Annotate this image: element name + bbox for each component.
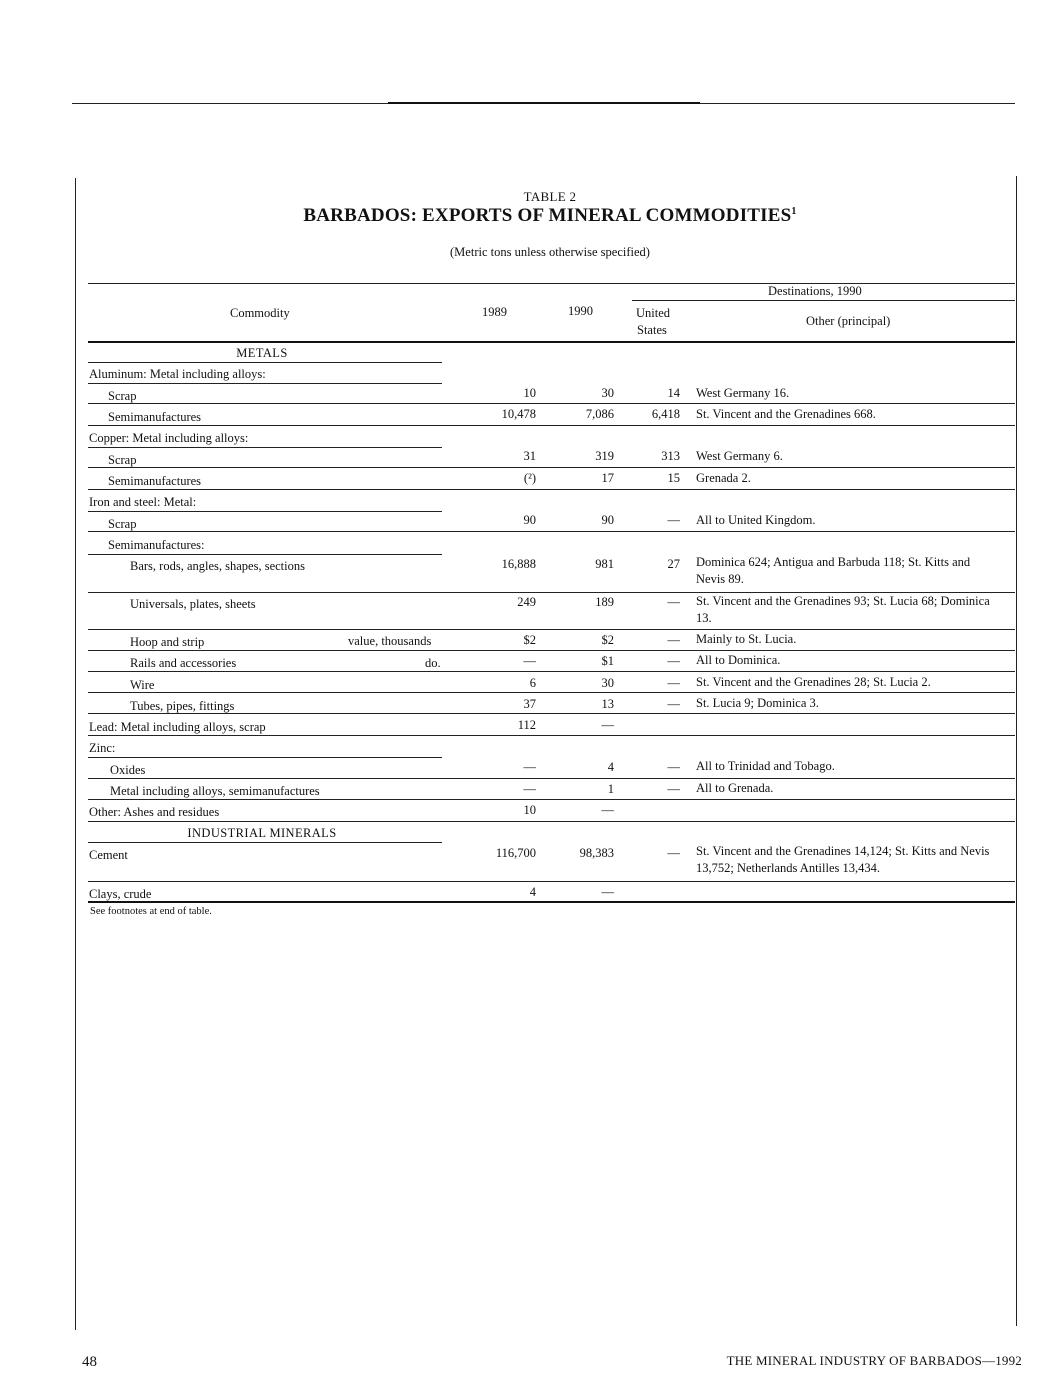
cell-other-destinations: All to United Kingdom. [696, 513, 816, 527]
row-label-iron-steel: Iron and steel: Metal: [89, 495, 197, 509]
footnote-reference: See footnotes at end of table. [90, 906, 212, 917]
cell-united-states: — [667, 782, 680, 796]
cell-1989: 4 [529, 885, 536, 899]
row-label: Scrap [108, 517, 137, 531]
cell-other-destinations: St. Vincent and the Grenadines 28; St. Lucia 2. [696, 675, 931, 689]
row-rule [88, 713, 1015, 714]
cell-1989: — [523, 654, 536, 668]
cell-1989: $2 [523, 633, 536, 647]
column-header-destinations: Destinations, 1990 [768, 284, 862, 298]
row-rule [88, 692, 1015, 693]
row-label: Oxides [110, 763, 146, 777]
cell-other-destinations: Grenada 2. [696, 471, 751, 485]
row-rule [88, 383, 442, 384]
row-rule [88, 403, 1015, 404]
row-rule [88, 799, 1015, 800]
title-footnote-marker: 1 [791, 206, 797, 217]
page-number: 48 [82, 1354, 97, 1370]
page-right-border [1016, 176, 1017, 1326]
row-label-copper: Copper: Metal including alloys: [89, 431, 249, 445]
cell-1990: 98,383 [579, 846, 614, 860]
cell-united-states: 313 [661, 449, 680, 463]
cell-united-states: 6,418 [651, 407, 680, 421]
cell-1990: 30 [601, 386, 614, 400]
row-rule [88, 778, 1015, 779]
cell-other-destinations: All to Dominica. [696, 653, 781, 667]
cell-1989: 90 [523, 513, 536, 527]
cell-1990: $2 [601, 633, 614, 647]
row-rule [88, 489, 1015, 490]
cell-1989: (²) [523, 471, 536, 485]
cell-other-destinations: St. Lucia 9; Dominica 3. [696, 696, 819, 710]
cell-1989: 249 [517, 595, 536, 609]
row-label: Universals, plates, sheets [130, 597, 256, 611]
cell-united-states: — [667, 760, 680, 774]
cell-1989: 31 [523, 449, 536, 463]
cell-1989: — [523, 760, 536, 774]
cell-united-states: 27 [667, 557, 680, 571]
cell-other-destinations: All to Trinidad and Tobago. [696, 759, 835, 773]
row-label-cement: Cement [89, 848, 128, 862]
cell-1990: $1 [601, 654, 614, 668]
row-label: Scrap [108, 453, 137, 467]
cell-united-states: — [667, 654, 680, 668]
row-rule [88, 650, 1015, 651]
cell-1989: 116,700 [495, 846, 536, 860]
row-unit: value, thousands [348, 634, 432, 648]
cell-1990: 7,086 [585, 407, 614, 421]
cell-1989: 112 [517, 718, 536, 732]
page-top-rule-accent [388, 102, 700, 104]
cell-1990: 981 [595, 557, 614, 571]
row-rule [88, 511, 442, 512]
cell-1990: 13 [601, 697, 614, 711]
row-label-semimanufactures: Semimanufactures: [108, 538, 205, 552]
row-rule [88, 425, 1015, 426]
cell-united-states: — [667, 633, 680, 647]
cell-united-states: 15 [667, 471, 680, 485]
cell-1990: — [601, 718, 614, 732]
cell-1990: 319 [595, 449, 614, 463]
row-rule [88, 629, 1015, 630]
running-footer-title: THE MINERAL INDUSTRY OF BARBADOS—1992 [726, 1353, 1022, 1368]
cell-1989: — [523, 782, 536, 796]
row-rule [88, 821, 1015, 822]
column-header-1990: 1990 [568, 304, 593, 318]
row-label: Metal including alloys, semimanufactures [110, 784, 320, 798]
table-header-top-rule [88, 283, 1015, 284]
cell-other-destinations: St. Vincent and the Grenadines 93; St. Lucia 68; Dominica 13. [696, 594, 990, 625]
row-label: Hoop and strip [130, 635, 205, 649]
row-label-aluminum: Aluminum: Metal including alloys: [89, 367, 266, 381]
row-rule [88, 881, 1015, 882]
table-header-bottom-rule [88, 341, 1015, 343]
table-title [0, 205, 1050, 227]
cell-1989: 16,888 [501, 557, 536, 571]
cell-1989: 37 [523, 697, 536, 711]
row-label: Wire [130, 678, 155, 692]
column-header-1989: 1989 [482, 305, 507, 319]
column-header-united-states-line2: States [637, 323, 667, 337]
row-label: Rails and accessories [130, 656, 237, 670]
row-rule [88, 842, 442, 843]
cell-1990: 17 [601, 471, 614, 485]
cell-other-destinations: West Germany 16. [696, 386, 790, 400]
cell-1989: 10 [523, 803, 536, 817]
table-label: TABLE 2 [523, 189, 577, 204]
cell-other-destinations: Mainly to St. Lucia. [696, 632, 797, 646]
row-rule [88, 447, 442, 448]
table-subtitle: (Metric tons unless otherwise specified) [450, 245, 650, 259]
row-rule [88, 757, 442, 758]
cell-other-destinations: All to Grenada. [696, 781, 774, 795]
cell-united-states: — [667, 846, 680, 860]
cell-united-states: 14 [667, 386, 680, 400]
cell-1989: 10 [523, 386, 536, 400]
cell-1990: 189 [595, 595, 614, 609]
cell-united-states: — [667, 595, 680, 609]
cell-1990: 4 [607, 760, 614, 774]
row-label: Scrap [108, 389, 137, 403]
row-rule [88, 362, 442, 363]
cell-1990: 30 [601, 676, 614, 690]
row-label-other: Other: Ashes and residues [89, 805, 220, 819]
row-rule [88, 735, 1015, 736]
row-label-lead: Lead: Metal including alloys, scrap [89, 720, 266, 734]
row-rule [88, 531, 1015, 532]
destinations-rule [632, 300, 1015, 301]
cell-1990: 1 [607, 782, 614, 796]
cell-other-destinations: St. Vincent and the Grenadines 14,124; St. Kitts and Nevis 13,752; Netherlands Antilles 13,434. [696, 844, 990, 875]
row-label-zinc: Zinc: [89, 741, 116, 755]
table-title-text: BARBADOS: EXPORTS OF MINERAL COMMODITIES [303, 205, 792, 226]
column-header-other: Other (principal) [806, 314, 891, 328]
table-bottom-rule [88, 901, 1015, 903]
cell-1990: 90 [601, 513, 614, 527]
cell-united-states: — [667, 676, 680, 690]
cell-other-destinations: Dominica 624; Antigua and Barbuda 118; St. Kitts and Nevis 89. [696, 555, 971, 586]
cell-united-states: — [667, 697, 680, 711]
row-unit: do. [425, 656, 441, 670]
cell-1990: — [601, 803, 614, 817]
column-header-commodity: Commodity [230, 306, 290, 320]
row-label: Semimanufactures [108, 474, 202, 488]
cell-1989: 10,478 [501, 407, 536, 421]
row-label: Bars, rods, angles, shapes, sections [130, 559, 305, 573]
row-rule [88, 467, 1015, 468]
section-heading-metals: METALS [236, 346, 288, 360]
column-header-united-states-line1: United [636, 306, 671, 320]
cell-other-destinations: St. Vincent and the Grenadines 668. [696, 407, 876, 421]
row-label: Semimanufactures [108, 410, 202, 424]
cell-other-destinations: West Germany 6. [696, 449, 783, 463]
row-label: Tubes, pipes, fittings [130, 699, 235, 713]
section-heading-industrial-minerals: INDUSTRIAL MINERALS [187, 826, 337, 840]
row-rule [88, 554, 442, 555]
row-label-clays: Clays, crude [89, 887, 152, 901]
cell-1990: — [601, 885, 614, 899]
row-rule [88, 671, 1015, 672]
cell-1989: 6 [529, 676, 536, 690]
cell-united-states: — [667, 513, 680, 527]
